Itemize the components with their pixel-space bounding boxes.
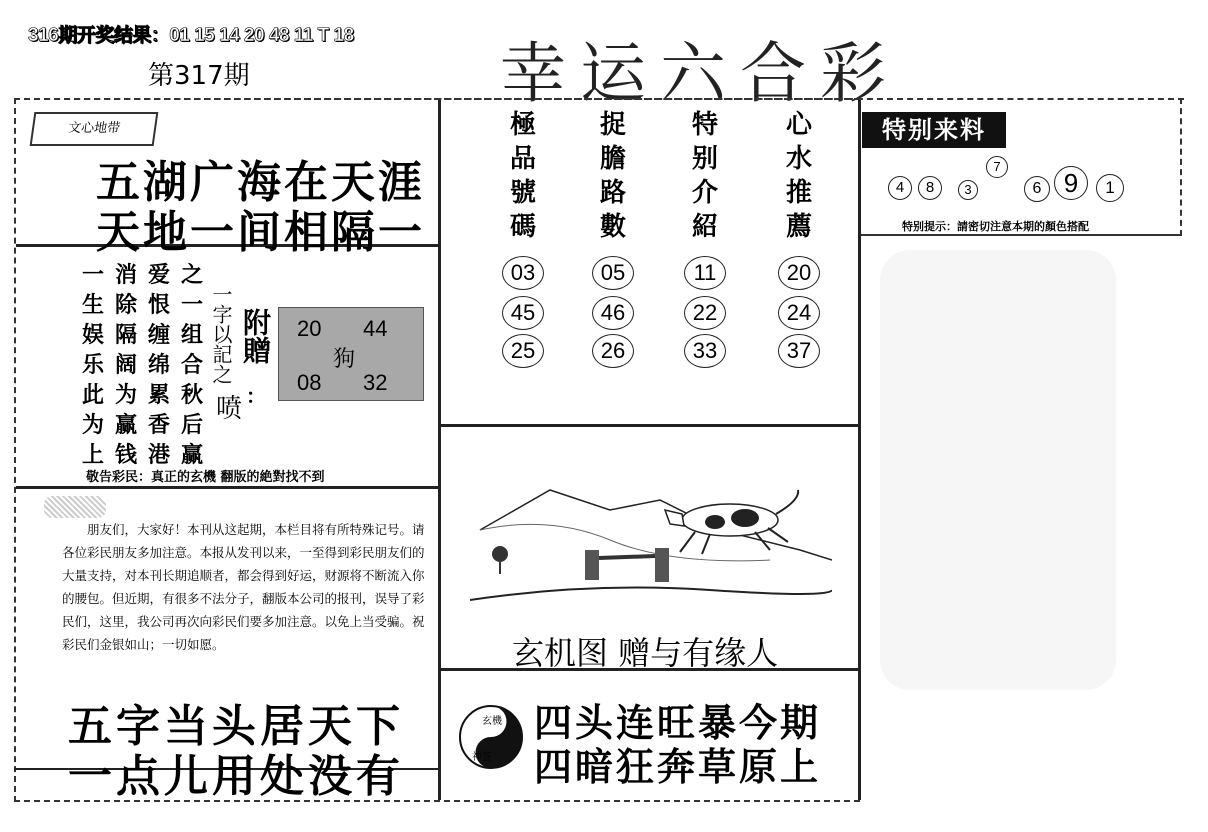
gift-animal: 狗 xyxy=(333,347,356,372)
riddle-vertical-note: 一字以記之 xyxy=(209,284,233,384)
page-title: 幸运六合彩 xyxy=(500,35,900,112)
special-ball: 8 xyxy=(918,176,942,200)
divider-h3 xyxy=(440,424,860,427)
riddle-char: 为 xyxy=(115,382,138,408)
riddle-char: 娱 xyxy=(82,322,105,348)
riddle-char: 钱 xyxy=(115,442,138,468)
riddle-char: 一 xyxy=(82,262,105,288)
divider-left xyxy=(438,100,441,800)
divider-h2 xyxy=(16,486,440,489)
number-ball: 37 xyxy=(778,334,820,368)
article-heading-badge xyxy=(44,496,106,518)
column-heading: 極品號碼 xyxy=(509,110,536,242)
gift-number: 20 xyxy=(297,316,322,341)
number-ball: 45 xyxy=(502,296,544,330)
riddle-char: 后 xyxy=(181,412,204,438)
special-ball: 3 xyxy=(958,180,978,200)
special-ball: 4 xyxy=(888,176,912,200)
yin-yang-top-text: 玄機 xyxy=(482,716,502,727)
riddle-char: 上 xyxy=(82,442,105,468)
issue-number: 第317期 xyxy=(148,61,250,91)
number-ball: 26 xyxy=(592,334,634,368)
gift-number: 08 xyxy=(297,370,322,395)
riddle-char: 缠 xyxy=(148,322,171,348)
riddle-char: 一 xyxy=(181,292,204,318)
riddle-char: 乐 xyxy=(82,352,105,378)
riddle-char: 恨 xyxy=(148,292,171,318)
special-ball: 1 xyxy=(1096,174,1124,202)
last-result-banner: 316期开奖结果：01 15 14 20 48 11 T 18 xyxy=(28,25,354,46)
riddle-char: 秋 xyxy=(181,382,204,408)
riddle-char: 爱 xyxy=(148,262,171,288)
tree-icon xyxy=(492,546,508,562)
poem-line-2: 天地一间相隔一 xyxy=(96,207,425,258)
number-ball: 11 xyxy=(684,256,726,290)
column-heading: 捉膽路數 xyxy=(599,110,626,242)
riddle-char: 组 xyxy=(181,322,204,348)
picture-caption: 玄机图 赠与有缘人 xyxy=(512,634,779,672)
gift-colon: ： xyxy=(246,384,266,408)
bottom-left-line-2: 一点儿用处没有 xyxy=(68,751,404,802)
blank-area xyxy=(880,250,1116,690)
riddle-char: 港 xyxy=(148,442,171,468)
gift-number: 32 xyxy=(363,370,388,395)
riddle-char: 除 xyxy=(115,292,138,318)
riddle-char: 隔 xyxy=(115,322,138,348)
dog-landscape-picture xyxy=(470,470,832,620)
riddle-char: 赢 xyxy=(115,412,138,438)
number-ball: 24 xyxy=(778,296,820,330)
riddle-char: 生 xyxy=(82,292,105,318)
riddle-char: 绵 xyxy=(148,352,171,378)
fence-post xyxy=(655,548,669,582)
bottom-left-line-1: 五字当头居天下 xyxy=(68,701,404,752)
poem-line-1: 五湖广海在天涯 xyxy=(96,157,425,208)
article-text: 朋友们，大家好！本刊从这起期，本栏目将有所特殊记号。请各位彩民朋友多加注意。本报从发刊以来，一至得到彩民朋友们的大量支持，对本刊长期追顺者，都会得到好运，财源将不断流入你的腰包。但近期，有很多不法分子，翻版本公司的报刊，误导了彩民们，这里，我公司再次向彩民们要多加注意。以免上当受骗。祝彩民们金银如山；一切如愿。 xyxy=(62,522,425,652)
riddle-char: 合 xyxy=(181,352,204,378)
column-ribbon: 文心地带 xyxy=(30,112,159,146)
special-tip: 特别提示：請密切注意本期的顏色搭配 xyxy=(902,220,1089,233)
number-ball: 03 xyxy=(502,256,544,290)
number-ball: 33 xyxy=(684,334,726,368)
number-ball: 46 xyxy=(592,296,634,330)
gift-box xyxy=(278,307,424,401)
riddle-char: 香 xyxy=(148,412,171,438)
special-ball: 7 xyxy=(986,156,1008,178)
column-heading: 心水推薦 xyxy=(785,110,812,242)
special-tag: 特别来料 xyxy=(862,112,1006,148)
special-ball: 9 xyxy=(1054,166,1088,200)
bottom-right-line-2: 四暗狂奔草原上 xyxy=(534,744,822,789)
number-ball: 22 xyxy=(684,296,726,330)
riddle-vertical-end: 喷 xyxy=(216,394,243,424)
fence-post xyxy=(585,550,599,580)
notice-text: 敬告彩民：真正的玄機 翻版的絶對找不到 xyxy=(86,470,325,485)
yin-yang-bottom-text: 神签 xyxy=(472,752,492,763)
divider-right xyxy=(858,100,861,800)
number-ball: 25 xyxy=(502,334,544,368)
riddle-char: 之 xyxy=(181,262,204,288)
riddle-char: 阔 xyxy=(115,352,138,378)
bottom-right-line-1: 四头连旺暴今期 xyxy=(534,700,822,745)
riddle-char: 为 xyxy=(82,412,105,438)
riddle-char: 此 xyxy=(82,382,105,408)
riddle-char: 赢 xyxy=(181,442,204,468)
number-ball: 20 xyxy=(778,256,820,290)
column-heading: 特别介紹 xyxy=(691,110,718,242)
riddle-char-grid xyxy=(82,258,214,468)
special-ball: 6 xyxy=(1024,176,1050,202)
number-ball: 05 xyxy=(592,256,634,290)
dog-body xyxy=(682,504,778,536)
riddle-char: 消 xyxy=(115,262,138,288)
riddle-char: 累 xyxy=(148,382,171,408)
gift-label: 附贈 xyxy=(239,308,272,364)
gift-number: 44 xyxy=(363,316,388,341)
